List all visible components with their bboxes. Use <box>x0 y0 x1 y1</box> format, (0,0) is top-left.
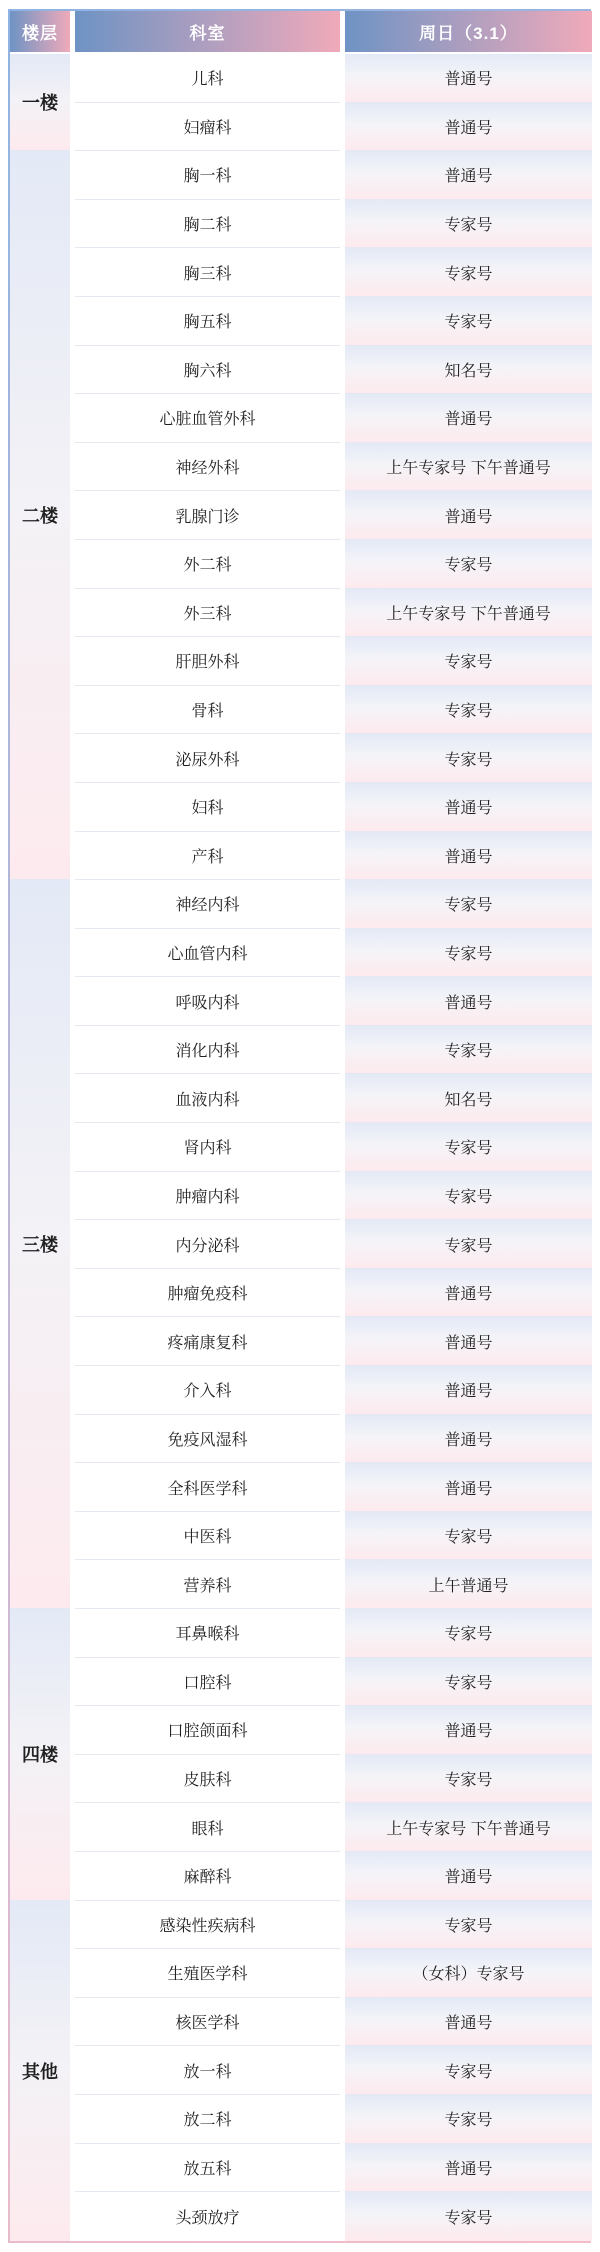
department-cell: 感染性疾病科 <box>75 1901 340 1950</box>
ticket-type-cell: 普通号 <box>345 1269 592 1318</box>
department-cell: 外三科 <box>75 589 340 638</box>
ticket-type-cell: 普通号 <box>345 151 592 200</box>
department-cell: 疼痛康复科 <box>75 1317 340 1366</box>
ticket-type-cell: 普通号 <box>345 491 592 540</box>
department-cell: 皮肤科 <box>75 1755 340 1804</box>
ticket-type-cell: 专家号 <box>345 1026 592 1075</box>
ticket-type-cell: 上午专家号 下午普通号 <box>345 443 592 492</box>
department-cell: 胸一科 <box>75 151 340 200</box>
department-cell: 生殖医学科 <box>75 1949 340 1998</box>
ticket-type-cell: 专家号 <box>345 1512 592 1561</box>
header-floor: 楼层 <box>10 11 70 54</box>
department-cell: 肝胆外科 <box>75 637 340 686</box>
ticket-type-cell: 普通号 <box>345 832 592 881</box>
department-cell: 内分泌科 <box>75 1220 340 1269</box>
department-cell: 呼吸内科 <box>75 977 340 1026</box>
department-cell: 放二科 <box>75 2095 340 2144</box>
header-department: 科室 <box>75 11 340 54</box>
department-cell: 乳腺门诊 <box>75 491 340 540</box>
department-cell: 营养科 <box>75 1560 340 1609</box>
ticket-type-cell: 普通号 <box>345 1706 592 1755</box>
department-cell: 产科 <box>75 832 340 881</box>
department-cell: 免疫风湿科 <box>75 1415 340 1464</box>
ticket-type-cell: 专家号 <box>345 1220 592 1269</box>
department-cell: 口腔颌面科 <box>75 1706 340 1755</box>
ticket-type-cell: 普通号 <box>345 1463 592 1512</box>
ticket-type-cell: 普通号 <box>345 1998 592 2047</box>
ticket-type-cell: 专家号 <box>345 297 592 346</box>
department-cell: 眼科 <box>75 1803 340 1852</box>
department-cell: 外二科 <box>75 540 340 589</box>
department-cell: 胸六科 <box>75 346 340 395</box>
department-cell: 介入科 <box>75 1366 340 1415</box>
ticket-type-cell: 专家号 <box>345 880 592 929</box>
department-cell: 全科医学科 <box>75 1463 340 1512</box>
department-cell: 耳鼻喉科 <box>75 1609 340 1658</box>
department-cell: 肿瘤免疫科 <box>75 1269 340 1318</box>
ticket-type-cell: 上午普通号 <box>345 1560 592 1609</box>
floor-cell: 二楼 <box>10 151 70 880</box>
department-cell: 儿科 <box>75 54 340 103</box>
department-cell: 肿瘤内科 <box>75 1172 340 1221</box>
department-cell: 妇科 <box>75 783 340 832</box>
ticket-type-cell: 普通号 <box>345 1852 592 1901</box>
ticket-type-cell: 专家号 <box>345 2192 592 2241</box>
department-cell: 口腔科 <box>75 1658 340 1707</box>
department-cell: 妇瘤科 <box>75 103 340 152</box>
ticket-type-cell: 上午专家号 下午普通号 <box>345 589 592 638</box>
ticket-type-cell: 专家号 <box>345 929 592 978</box>
department-cell: 肾内科 <box>75 1123 340 1172</box>
department-cell: 放一科 <box>75 2046 340 2095</box>
ticket-type-cell: 专家号 <box>345 1172 592 1221</box>
ticket-type-cell: 普通号 <box>345 1317 592 1366</box>
department-cell: 消化内科 <box>75 1026 340 1075</box>
ticket-type-cell: 知名号 <box>345 346 592 395</box>
department-cell: 神经外科 <box>75 443 340 492</box>
schedule-table <box>8 9 591 2243</box>
ticket-type-cell: 专家号 <box>345 734 592 783</box>
ticket-type-cell: 普通号 <box>345 977 592 1026</box>
ticket-type-cell: 专家号 <box>345 1609 592 1658</box>
ticket-type-cell: 专家号 <box>345 200 592 249</box>
department-cell: 胸三科 <box>75 248 340 297</box>
ticket-type-cell: 专家号 <box>345 1901 592 1950</box>
department-cell: 中医科 <box>75 1512 340 1561</box>
ticket-type-cell: 专家号 <box>345 2046 592 2095</box>
floor-cell: 三楼 <box>10 880 70 1609</box>
ticket-type-cell: 普通号 <box>345 1415 592 1464</box>
department-cell: 泌尿外科 <box>75 734 340 783</box>
department-cell: 胸二科 <box>75 200 340 249</box>
ticket-type-cell: （女科）专家号 <box>345 1949 592 1998</box>
ticket-type-cell: 专家号 <box>345 2095 592 2144</box>
ticket-type-cell: 专家号 <box>345 1123 592 1172</box>
department-cell: 神经内科 <box>75 880 340 929</box>
floor-cell: 四楼 <box>10 1609 70 1901</box>
ticket-type-cell: 普通号 <box>345 2144 592 2193</box>
ticket-type-cell: 专家号 <box>345 1755 592 1804</box>
ticket-type-cell: 知名号 <box>345 1074 592 1123</box>
ticket-type-cell: 普通号 <box>345 394 592 443</box>
ticket-type-cell: 专家号 <box>345 540 592 589</box>
department-cell: 心血管内科 <box>75 929 340 978</box>
department-cell: 骨科 <box>75 686 340 735</box>
department-cell: 放五科 <box>75 2144 340 2193</box>
ticket-type-cell: 上午专家号 下午普通号 <box>345 1803 592 1852</box>
header-day: 周日（3.1） <box>345 11 592 54</box>
department-cell: 胸五科 <box>75 297 340 346</box>
ticket-type-cell: 普通号 <box>345 783 592 832</box>
department-cell: 麻醉科 <box>75 1852 340 1901</box>
department-cell: 心脏血管外科 <box>75 394 340 443</box>
ticket-type-cell: 专家号 <box>345 1658 592 1707</box>
floor-cell: 其他 <box>10 1901 70 2241</box>
ticket-type-cell: 普通号 <box>345 1366 592 1415</box>
department-cell: 头颈放疗 <box>75 2192 340 2241</box>
department-cell: 血液内科 <box>75 1074 340 1123</box>
ticket-type-cell: 专家号 <box>345 248 592 297</box>
ticket-type-cell: 普通号 <box>345 103 592 152</box>
ticket-type-cell: 专家号 <box>345 686 592 735</box>
ticket-type-cell: 普通号 <box>345 54 592 103</box>
ticket-type-cell: 专家号 <box>345 637 592 686</box>
floor-cell: 一楼 <box>10 54 70 151</box>
department-cell: 核医学科 <box>75 1998 340 2047</box>
